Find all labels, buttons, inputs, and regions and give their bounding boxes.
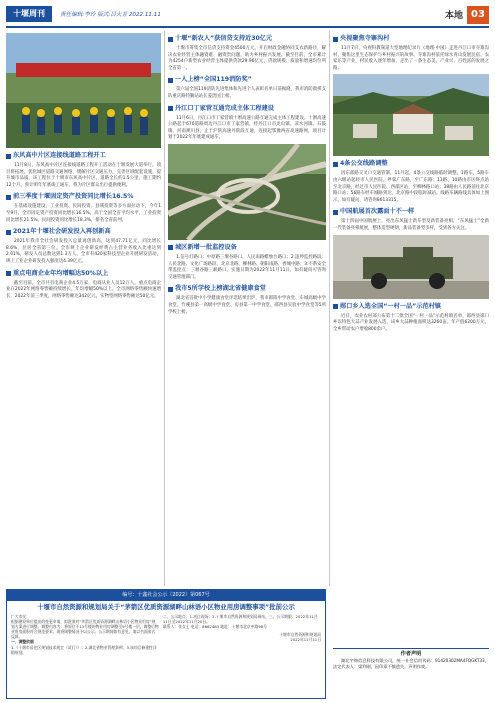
bullet-square-icon: [168, 245, 173, 250]
notice-signature: 十堰市自然资源和规划局: [279, 632, 321, 638]
article-body: 第六届全国119消防先进集体和先进个人表彰名单日前揭晓，我市消防救援支队重庆路特勤站站长姜贵国上榜。: [168, 87, 326, 99]
column-divider: [329, 31, 330, 586]
article-body: 11月8日，东风高中片区连接线道路工程开工活动在十堰发展大道举行。项目将拓展、优化城区道路交通网络，缓解片区交通压力，完善区域配套设施，提升城市品质。该工程位于十堰市东风高中片区，道路全长约1.5公里，施工期约12个月，预计明年年底竣工通车，将为片区群众出行提供便利。: [6, 163, 161, 188]
statement-title: 作者声明: [400, 651, 422, 657]
bullet-square-icon: [6, 154, 11, 159]
column-divider: [164, 31, 165, 586]
article-body: 第十四届中国航展上，亮出东风猛士新车型及新装备亮相，“东风猛士”全新一代装备亮相航展，整体造型硬朗，新品装备型多样，受到各方关注。: [333, 219, 489, 231]
article-body: 十堰市筹集全市信贷支持资金4500万元，开启财政金融协同支农新路径，解决农业经营主体融资难、融资贵问题，助力乡村振兴发展。截至目前，全市累计为4254户新型农业经营主体提供贷款29.96亿元，贷款规模、质量和增速均位列全省第一。: [168, 46, 326, 71]
article-body: 1.信号灯路口：中原路三堰谷路口、人民南路蜡烛台路口；2.违停监控路段：人民北路、文化广场路段、北京北路、柳林路、朝阳南路、香城中路；3.不系安全带监控点：三堰谷路三峡路口。实施日期为2022年11月11日，如有疑问可咨询交通管理部门。: [168, 254, 326, 280]
notice-list: 二、公示地点：1.项目现场；2.十堰市自然资源和规划局网站。三、公示期限：2022年11月11日至2022年11月20日。: [163, 614, 318, 625]
notice-contact: 联系人：张女士 电话：8662483 地址：十堰市北京中路98号: [163, 624, 267, 630]
article-body: 2021年我市全社会研发投入总量再创新高，达到47.71亿元，同比增长8.6%，位居全省第三位。全市规上企业研发经费占主营业务收入比重达到2.01%，研发人员总数达到1.3万人。全市有420家科技型企业开展研发活动，规上工业企业研发投入强度达4.39亿元。: [6, 239, 161, 264]
village-photo: [333, 74, 489, 156]
public-notice-ad: [6, 589, 326, 699]
article-body: 截至目前，全市共有电商企业4.5万家，电商从业人员12万人。重点电商企业在2022年网络零售额持续增长，年均增幅50%以上。全市网络零售额快速增长，2022年前三季度，网络零售额达342亿元，实物型网络零售额达50亿元。: [6, 280, 161, 299]
headline: 央视聚焦寺寨沟村: [333, 35, 489, 43]
bullet-square-icon: [333, 162, 338, 167]
notice-body: [7, 613, 325, 656]
article-body: 在基础设施建设、工业投资、民间投资、县域投资等多方面拉动下，今年1至9月，全市固定资产投资同比增长16.5%，高于全国全省平均水平，工业投资同比增长21.5%，民间投资同比增长18.3%，排名全省前列。: [6, 204, 161, 223]
editor-line: 责任编辑:李玲 版式:吕大芳 2022.11.11: [60, 12, 161, 18]
notice-left: [11, 614, 163, 655]
notice-date: 2022年11月11日: [290, 637, 321, 643]
author-statement: [333, 648, 489, 698]
page-header: [6, 6, 489, 26]
headline: 丹江口丁家营互通完成主体工程建设: [168, 105, 326, 113]
column-right: [333, 31, 489, 335]
headline: 4条公交线路调整: [333, 160, 489, 168]
bullet-square-icon: [168, 78, 173, 83]
military-vehicle-graphic: [333, 235, 489, 299]
headline: 我市5所学校上榜湖北省健康食堂: [168, 285, 326, 293]
masthead-logo: 十堰周刊: [6, 6, 52, 22]
article-body: 11月6日，丹江口市丁家营镇十淅高速公路互通完成主体工程建设。十淅高速公路起于670道路周边丹江口市丁家营镇，经丹江口市龙山镇、凉水河镇、石鼓镇，河南淅川县，止于沪陕高速丹陕段互通，连接起鄂豫两省高速路网，项目计划于2022年年底建成通车。: [168, 115, 326, 141]
notice-paragraph: 根据建设单位提出的变更申请，拟批准对“茅箭区优质资源湖畔山林语小区物业用房”规划方案进行调整。调整内容为：将原位于13号楼的物业用房调整至9号楼一层，调整后物业用房面积符合规范要求。现将调整情况予以公示。公示期间如有意见，请以书面形式反馈。: [11, 619, 159, 640]
notice-subheading: 一、调整依据: [11, 639, 34, 645]
page-number: 03: [467, 6, 489, 24]
notice-right: [163, 614, 321, 655]
bullet-square-icon: [168, 287, 173, 292]
headline: 郧口乡入选全国“一村一品”示范村镇: [333, 303, 489, 311]
ceremony-photo: [6, 33, 161, 148]
headline: 东风高中片区连接线道路工程开工: [6, 152, 161, 160]
column-left: [6, 31, 161, 302]
notice-title: 十堰市自然资源和规划局关于“茅箭区优质资源湖畔山林语小区物业用房调整事项”批前公示: [37, 603, 295, 611]
statement-body: 湖北宇锦信息科技有限公司，统一社会信用代码：91420302MA4FQGKT33，法定代表人：梁利刚，因印章不慎遗失，声明作废。: [333, 658, 489, 669]
headline: 重点电商企业年均增幅达50%以上: [6, 270, 161, 278]
headline: 前三季度十堰固定资产投资同比增长16.5%: [6, 193, 161, 201]
notice-greeting: 广大市民：: [11, 614, 30, 619]
interchange-photo: [168, 144, 326, 240]
ceremony-photo-graphic: [6, 33, 161, 148]
article-body: 近日，农业农村部公布第十二批全国“一村一品”示范村镇名单，郧西县郧口乡以特色大蒜产业发展入选，该乡大蒜种植面积达3260亩，年产值6200万元，全乡带动农户增收800余户。: [333, 313, 489, 332]
bullet-square-icon: [6, 271, 11, 276]
headline: 十堰“新农人”获信贷支持近30亿元: [168, 35, 326, 43]
interchange-photo-graphic: [168, 144, 326, 240]
column-middle: [168, 31, 326, 318]
headline: 2021年十堰社会研发投入再创新高: [6, 228, 161, 236]
article-body: 因东部路交叉口交通管制，11月起，4条公交线路临时调整。1路车、5路车由六堰站起经市人民医院，停靠广东路，至广东路；11路、10路由市区终点站至北京路，经过市人民医院、西部区站，至柳林路口站；38路由人民路前往北京路口站；56路车经车城路到达，北京路中段临时减站。线路车辆路线具体如上图示，如有疑问，请咨询8613315。: [333, 171, 489, 203]
article-body: 11月7日，央视科教频道大型地理纪录片《地理·中国》走进丹江口市寺寨沟村，聚焦这里生态保护与乡村振兴的故事。寺寨沟村依托绿水青山发展民宿、农家乐等产业，村民收入逐年增加，走出了一条生态美、产业兴、百姓富的发展之路。: [333, 46, 489, 71]
military-vehicle-photo: [333, 235, 489, 299]
article-body: 湖北省首批中小学健康食堂评选结果出炉，我市郧阳中学食堂、车城高级中学食堂、竹溪县第一高级中学食堂、房县第一中学食堂、郧西县实验中学食堂等5所学校上榜。: [168, 296, 326, 315]
bullet-square-icon: [168, 37, 173, 42]
headline: 城区新增一批监控设备: [168, 244, 326, 252]
village-photo-graphic: [333, 74, 489, 156]
bullet-square-icon: [168, 106, 173, 111]
notice-number: 编号：十鑫社会公示（2022）第067号: [7, 590, 325, 601]
header-rule: [6, 26, 489, 28]
bullet-square-icon: [333, 37, 338, 42]
notice-list: 1.《十堰市居住区规划技术规定（试行）》；2.湖北省物业管理条例；3.该项目修建性详细规划。: [11, 644, 157, 655]
bullet-square-icon: [333, 210, 338, 215]
bullet-square-icon: [6, 230, 11, 235]
bullet-square-icon: [6, 195, 11, 200]
headline: 中国航展首次露面十不一样: [333, 208, 489, 216]
headline: 一人上榜“全国119消防奖”: [168, 76, 326, 84]
section-name: 本地: [444, 11, 463, 21]
bullet-square-icon: [333, 304, 338, 309]
